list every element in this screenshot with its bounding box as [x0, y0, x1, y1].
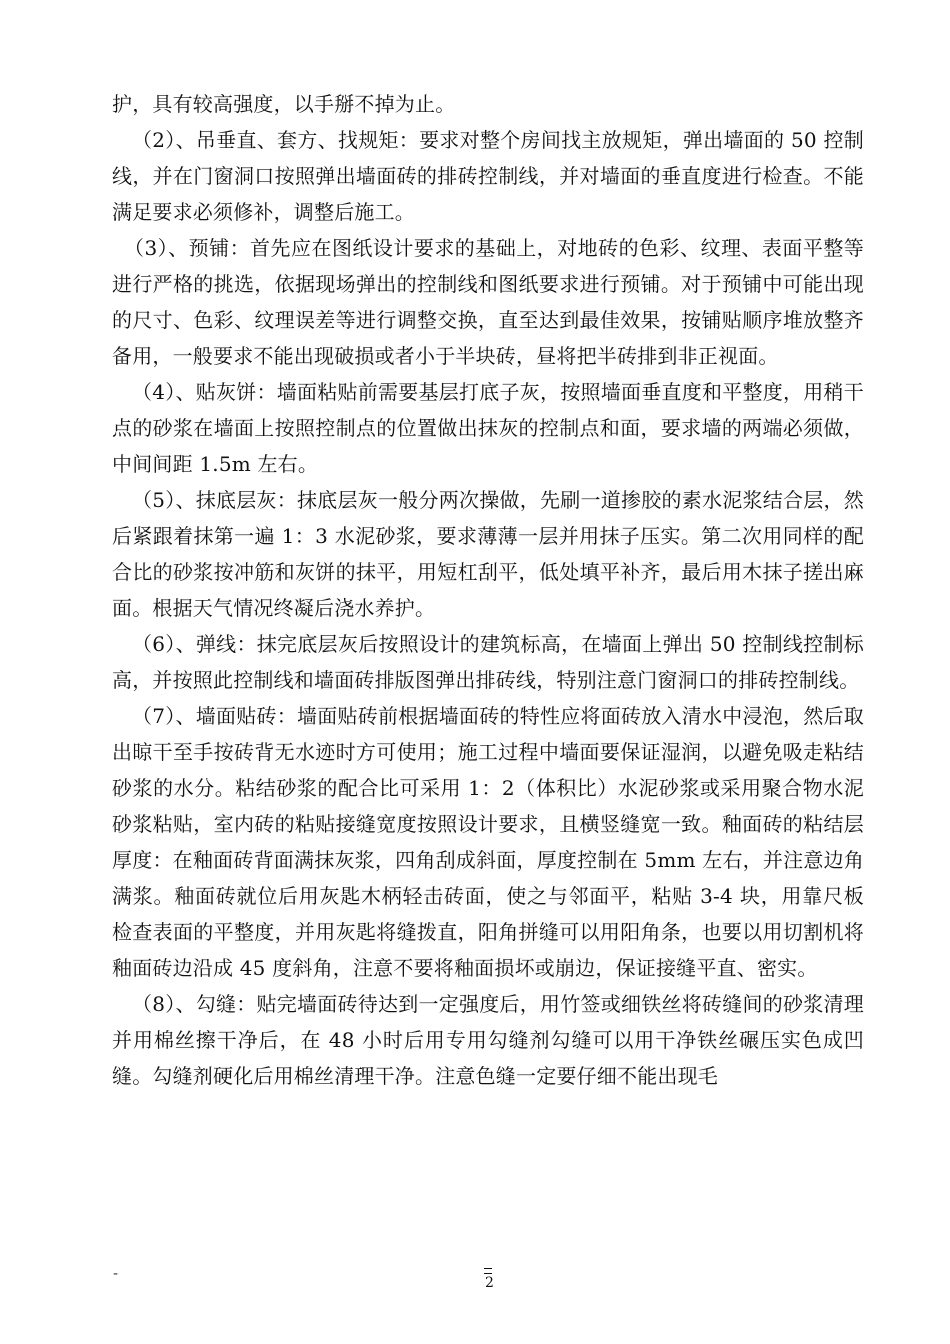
paragraph-step-3: （3）、预铺：首先应在图纸设计要求的基础上，对地砖的色彩、纹理、表面平整等进行严格的挑选，依据现场弹出的控制线和图纸要求进行预铺。对于预铺中可能出现的尺寸、色彩、纹理误差等进行调整交换，直至达到最佳效果，按铺贴顺序堆放整齐备用，一般要求不能出现破损或者小于半块砖，昼将把半砖排到非正视面。 [112, 236, 864, 368]
paragraph-step-2: （2）、吊垂直、套方、找规矩：要求对整个房间找主放规矩，弹出墙面的 50 控制线，并在门窗洞口按照弹出墙面砖的排砖控制线，并对墙面的垂直度进行检查。不能满足要求必须修补，调整后施工。 [112, 128, 864, 224]
footer-left-mark: - [113, 1266, 119, 1282]
paragraph-step-8: （8）、勾缝：贴完墙面砖待达到一定强度后，用竹签或细铁丝将砖缝间的砂浆清理并用棉丝擦干净后，在 48 小时后用专用勾缝剂勾缝可以用干净铁丝碾压实色成凹缝。勾缝剂硬化后用棉丝清理干净。注意色缝一定要仔细不能出现毛 [112, 992, 864, 1088]
paragraph-continuation: 护，具有较高强度，以手掰不掉为止。 [112, 92, 456, 116]
document-body [112, 86, 864, 1094]
paragraph-step-5: （5）、抹底层灰：抹底层灰一般分两次操做，先刷一道掺胶的素水泥浆结合层，然后紧跟着抹第一遍 1：3 水泥砂浆，要求薄薄一层并用抹子压实。第二次用同样的配合比的砂浆按冲筋和灰饼的抹平，用短杠刮平，低处填平补齐，最后用木抹子搓出麻面。根据天气情况终凝后浇水养护。 [112, 488, 864, 620]
paragraph-step-4: （4）、贴灰饼：墙面粘贴前需要基层打底子灰，按照墙面垂直度和平整度，用稍干点的砂浆在墙面上按照控制点的位置做出抹灰的控制点和面，要求墙的两端必须做，中间间距 1.5m 左右。 [112, 380, 864, 476]
paragraph-step-7: （7）、墙面贴砖：墙面贴砖前根据墙面砖的特性应将面砖放入清水中浸泡，然后取出晾干至手按砖背无水迹时方可使用；施工过程中墙面要保证湿润，以避免吸走粘结砂浆的水分。粘结砂浆的配合比可采用 1：2（体积比）水泥砂浆或采用聚合物水泥砂浆粘贴，室内砖的粘贴接缝宽度按照设计要求，且横竖缝宽一致。釉面砖的粘结层厚度：在釉面砖背面满抹灰浆，四角刮成斜面，厚度控制在 5mm 左右，并注意边角满浆。釉面砖就位后用灰匙木柄轻击砖面，使之与邻面平，粘贴 3-4 块，用靠尺板检查表面的平整度，并用灰匙将缝拨直，阳角拼缝可以用阳角条，也要以用切割机将釉面砖边沿成 45 度斜角，注意不要将釉面损坏或崩边，保证接缝平直、密实。 [112, 704, 864, 980]
paragraph-step-6: （6）、弹线：抹完底层灰后按照设计的建筑标高，在墙面上弹出 50 控制线控制标高，并按照此控制线和墙面砖排版图弹出排砖线，特别注意门窗洞口的排砖控制线。 [112, 632, 864, 692]
footer-page-mark [484, 1268, 492, 1274]
footer-page-number: 2 [485, 1275, 494, 1291]
